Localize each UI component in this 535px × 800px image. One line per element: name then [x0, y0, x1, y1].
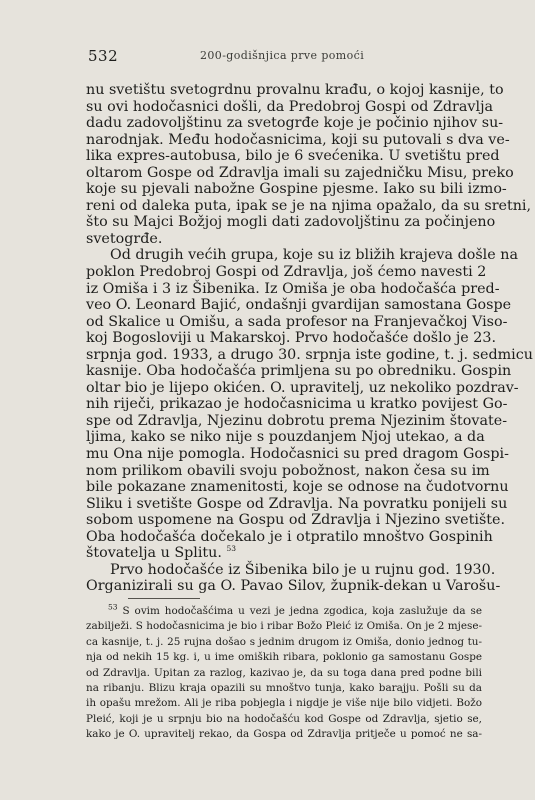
body-line: [86, 131, 510, 149]
line-text: poklon Predobroj Gospi od Zdravlja, još ćemo navesti 2: [86, 264, 487, 281]
body-line: [86, 247, 518, 264]
line-text: reni od daleka puta, ipak se je na njima opažalo, da su sretni,: [86, 197, 532, 214]
page-header: [88, 47, 478, 65]
line-text: štovatelja u Splitu.: [86, 545, 222, 562]
body-line: [86, 512, 506, 529]
footnote-line: [86, 712, 482, 727]
footnote-marker: 53: [108, 602, 118, 612]
line-text: sobom uspomene na Gospu od Zdravlja i Njezino svetište.: [86, 512, 506, 529]
page-number: 532: [88, 47, 119, 65]
line-text: Prvo hodočašće iz Šibenika bilo je u rujnu god. 1930.: [110, 561, 496, 578]
footnote-line: [86, 604, 482, 619]
line-text: Oba hodočašća dočekalo je i otpratilo mnoštvo Gospinih: [86, 528, 493, 545]
body-line: [86, 578, 501, 595]
footnote-line: [86, 619, 482, 634]
body-line: [86, 214, 496, 231]
line-text: od Skalice u Omišu, a sada profesor na Franjevačkoj Viso-: [86, 313, 508, 330]
line-text: Sliku i svetište Gospe od Zdravlja. Na povratku ponijeli su: [86, 495, 508, 512]
body-line: [86, 429, 485, 446]
line-text: Organizirali su ga O. Pavao Silov, župnik-dekan u Varošu-: [86, 578, 501, 595]
line-text: što su Majci Božjoj mogli dati zadovoljštinu za počinjeno: [86, 214, 496, 231]
body-line: [86, 545, 482, 562]
body-line: [86, 148, 500, 165]
body-line: [86, 561, 496, 579]
line-text: bile pokazane znamenitosti, koje se odnose na čudotvornu: [86, 479, 509, 496]
footnote-line: [86, 650, 482, 665]
footnote-line: [86, 696, 482, 711]
body-line: [86, 231, 482, 248]
running-title: 200-godišnjica prve pomoći: [200, 49, 365, 62]
main-text: [86, 82, 533, 595]
line-text: S ovim hodočašćima u vezi je jedna zgodica, koja zaslužuje da se: [122, 605, 482, 617]
body-line: [86, 495, 508, 513]
line-text: koj Bogosloviji u Makarskoj. Prvo hodočašće došlo je 23.: [86, 330, 497, 347]
body-line: [86, 313, 508, 331]
body-line: [86, 330, 497, 347]
body-line: [86, 297, 512, 314]
footnote-reference: 53: [226, 544, 237, 554]
body-line: [86, 98, 494, 116]
body-line: [86, 412, 508, 430]
line-text: ih opašu mrežom. Ali je riba pobjegla i nigdje je više nije bilo vidjeti. Božo: [86, 697, 482, 710]
body-line: [86, 197, 532, 215]
footnote-line: [86, 635, 482, 650]
line-text: narodnjak. Među hodočasnicima, koji su putovali s dva ve-: [86, 131, 510, 148]
body-line: [86, 115, 504, 132]
line-text: mu Ona nije pomogla. Hodočasnici su pred dragom Gospi-: [86, 446, 509, 463]
line-text: nja od nekih 15 kg. i, u ime omiških ribara, poklonio ga samostanu Gospe: [86, 651, 482, 664]
body-line: [86, 479, 509, 496]
body-line: [86, 82, 504, 99]
footnote-text: [86, 604, 482, 743]
line-text: nih riječi, prikazao je hodočasnicima u kratko povijest Go-: [86, 396, 508, 413]
line-text: iz Omiša i 3 iz Šibenika. Iz Omiša je oba hodočašća pred-: [86, 280, 500, 297]
line-text: kako je O. upravitelj rekao, da Gospa od Zdravlja pritječe u pomoć ne sa-: [86, 728, 482, 741]
footnote-line: [86, 727, 482, 742]
body-line: [86, 446, 509, 463]
body-line: [86, 379, 519, 397]
body-line: [86, 363, 512, 380]
line-text: svetogrđe.: [86, 230, 163, 247]
footnote-divider: [128, 598, 200, 599]
body-line: [86, 264, 487, 281]
body-line: [86, 280, 500, 298]
line-text: koje su pjevali nabožne Gospine pjesme. Iako su bili izmo-: [86, 181, 507, 198]
line-text: oltar bio je lijepo okićen. O. upravitelj, uz nekoliko pozdrav-: [86, 379, 519, 396]
line-text: ca kasnije, t. j. 25 rujna došao s jednim drugom iz Omiša, donio jednog tu-: [86, 635, 482, 648]
line-text: nom prilikom obavili svoju pobožnost, nakon česa su im: [86, 462, 490, 479]
footnote-line: [86, 681, 482, 696]
line-text: veo O. Leonard Bajić, ondašnji gvardijan samostana Gospe: [86, 297, 512, 314]
line-text: na ribanju. Blizu kraja opazili su mnoštvo tunja, kako barajju. Pošli su da: [86, 682, 482, 695]
body-line: [86, 396, 508, 413]
line-text: lika expres-autobusa, bilo je 6 svećenika. U svetištu pred: [86, 148, 500, 165]
line-text: su ovi hodočasnici došli, da Predobroj Gospi od Zdravlja: [86, 98, 494, 115]
line-text: spe od Zdravlja, Njezinu dobrotu prema Njezinim štovate-: [86, 412, 508, 429]
line-text: kasnije. Oba hodočašća primljena su po obredniku. Gospin: [86, 363, 512, 380]
line-text: dadu zadovoljštinu za svetogrđe koje je počinio njihov su-: [86, 115, 504, 132]
body-line: [86, 164, 514, 182]
line-text: srpnja god. 1933, a drugo 30. srpnja iste godine, t. j. sedmicu: [86, 346, 533, 363]
body-line: [86, 528, 493, 546]
body-line: [86, 462, 490, 480]
body-line: [86, 346, 533, 364]
line-text: Od drugih većih grupa, koje su iz bližih krajeva došle na: [110, 247, 518, 264]
line-text: zabilježi. S hodočasnicima je bio i ribar Božo Pleić iz Omiša. On je 2 mjese-: [86, 620, 482, 633]
line-text: oltarom Gospe od Zdravlja imali su zajedničku Misu, preko: [86, 164, 514, 181]
line-text: Pleić, koji je u srpnju bio na hodočašću kod Gospe od Zdravlja, sjetio se,: [86, 712, 482, 725]
body-line: [86, 181, 507, 198]
line-text: ljima, kako se niko nije s pouzdanjem Njoj utekao, a da: [86, 429, 485, 446]
footnote-line: [86, 666, 482, 681]
line-text: nu svetištu svetogrdnu provalnu krađu, o kojoj kasnije, to: [86, 82, 504, 98]
line-text: od Zdravlja. Upitan za razlog, kazivao je, da su toga dana pred podne bili: [86, 666, 482, 679]
